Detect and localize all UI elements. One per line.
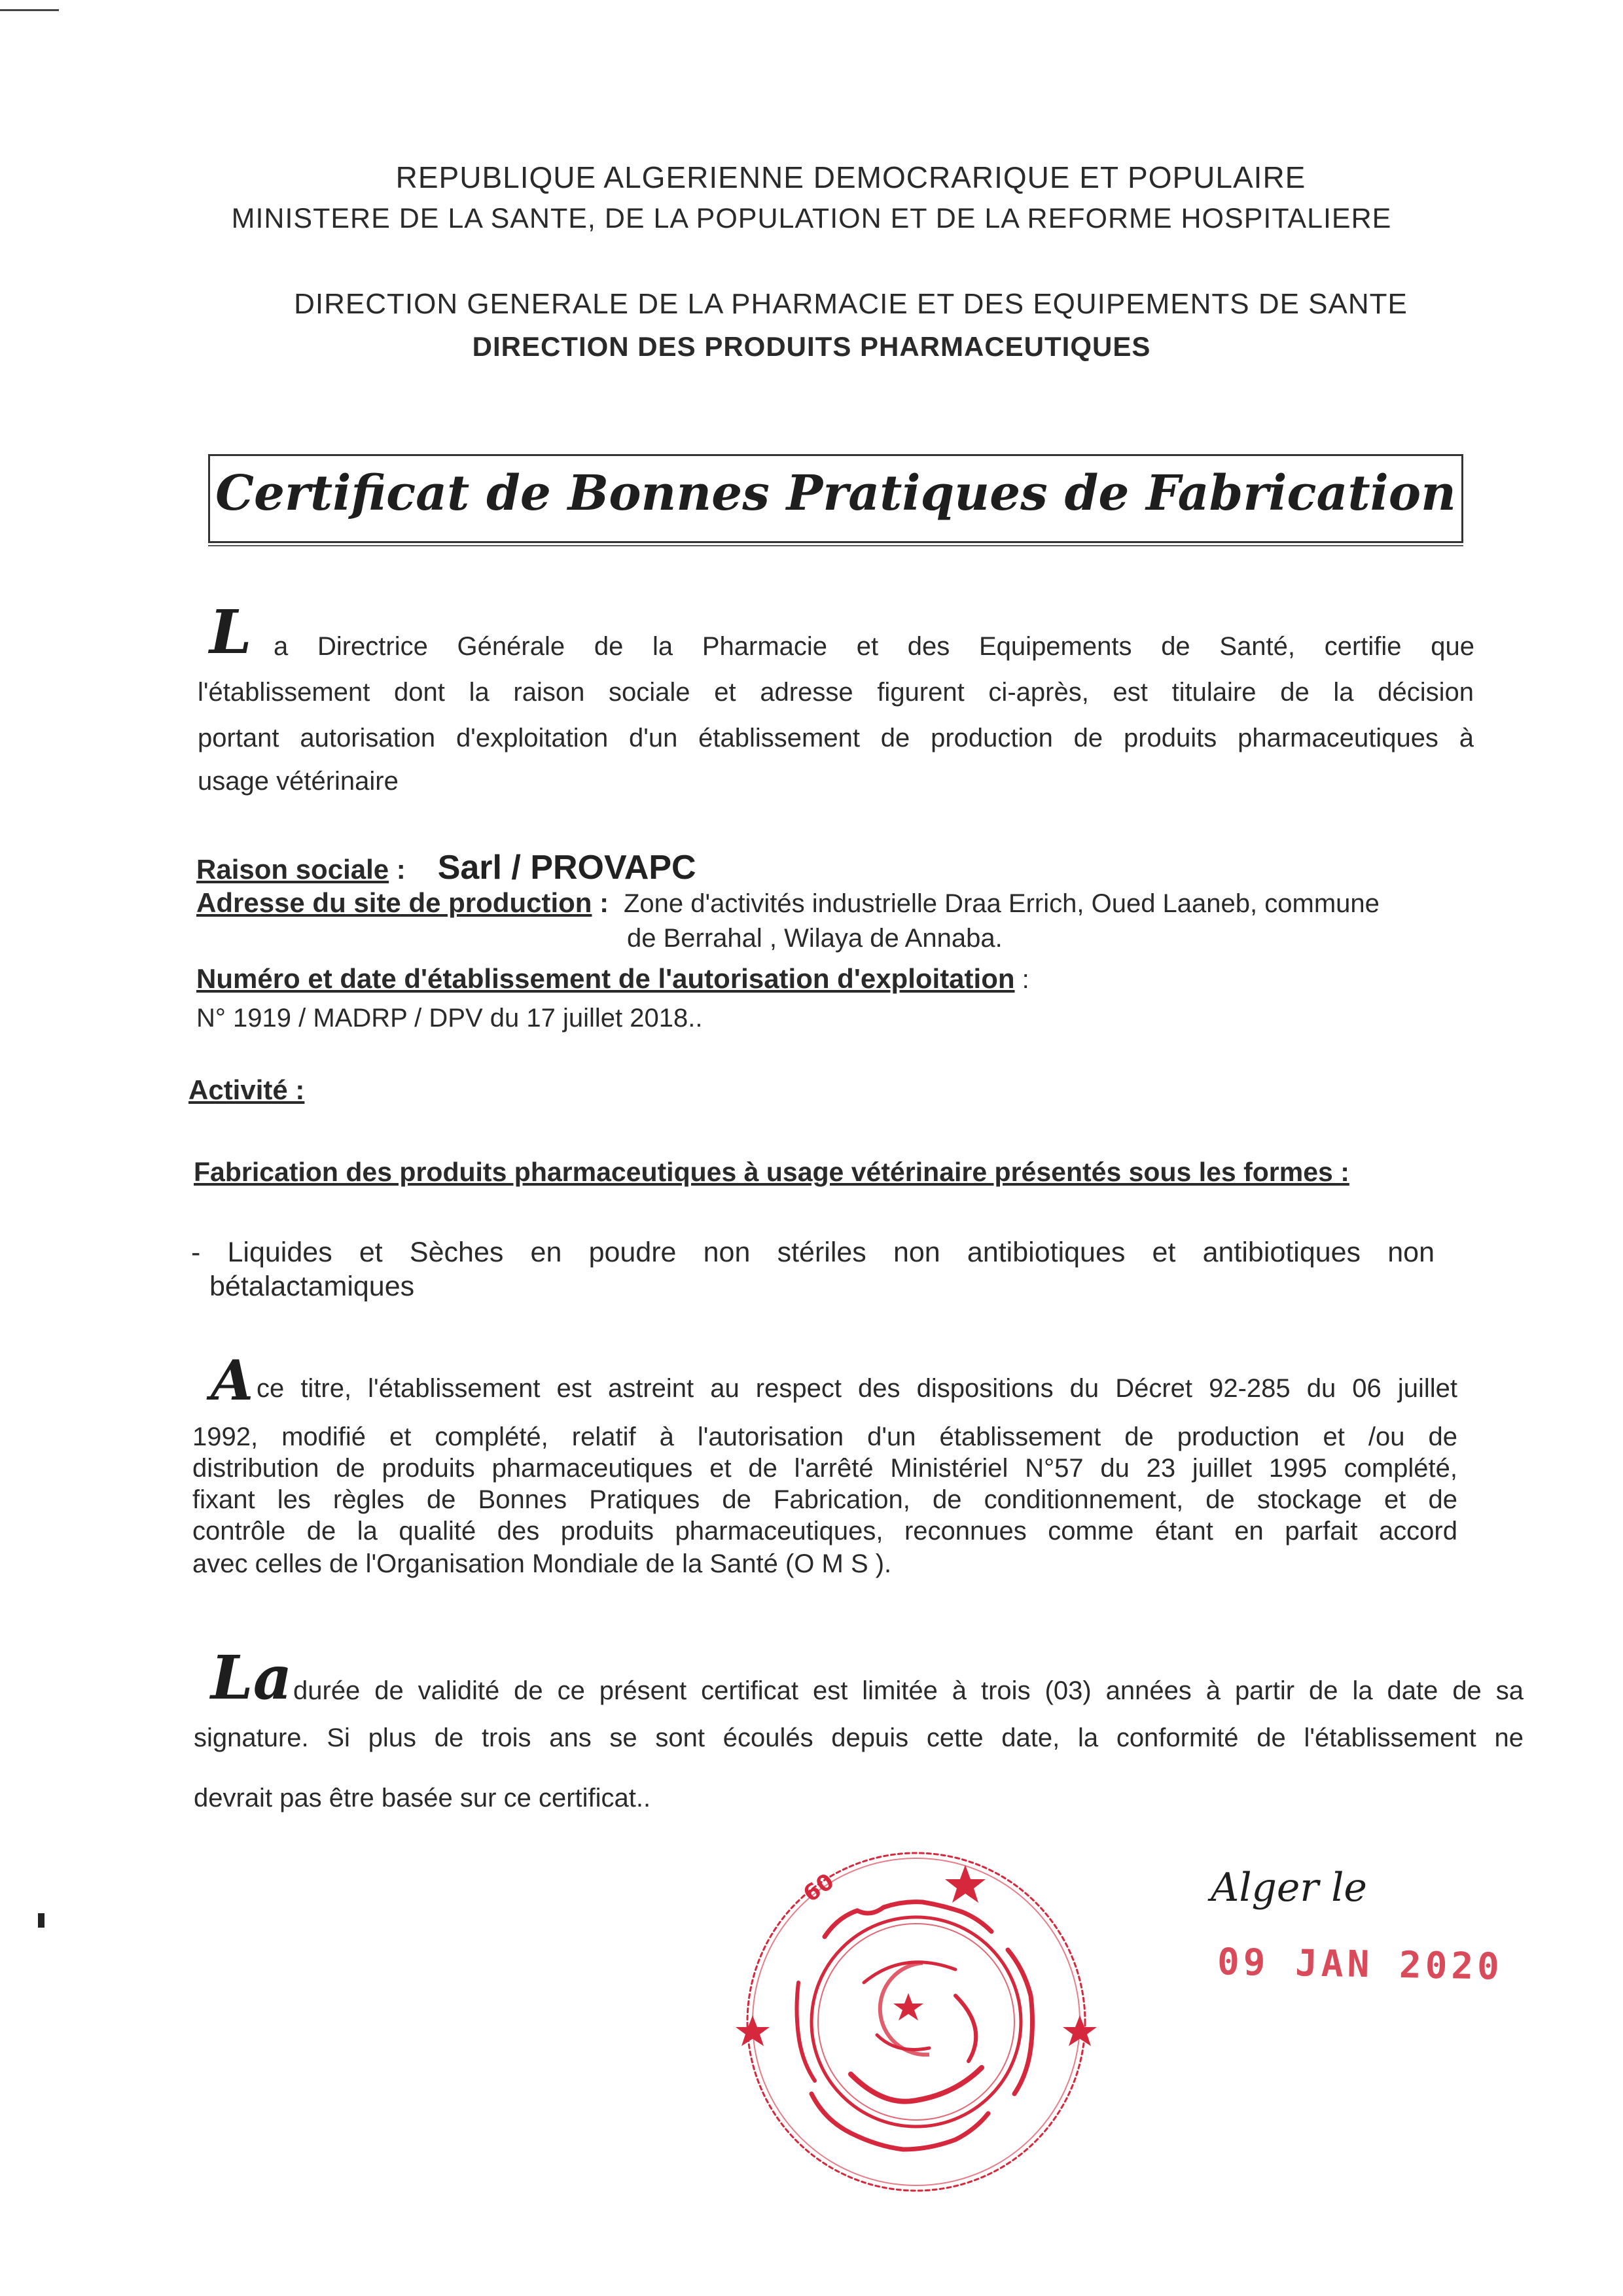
titre-dropcap: A [211,1348,254,1413]
intro-line-3: portant autorisation d'exploitation d'un établissement de production de produits pharmaceutiques à [198,724,1474,752]
forme-line-2: bétalactamiques [209,1271,415,1302]
adresse-line-2: de Berrahal , Wilaya de Annaba. [627,924,1003,953]
header-direction-generale: DIRECTION GENERALE DE LA PHARMACIE ET DES EQUIPEMENTS DE SANTE [294,288,1408,320]
titre-line-5: contrôle de la qualité des produits pharmaceutiques, reconnues comme étant en parfait accord [192,1517,1457,1545]
titre-line-3: distribution de produits pharmaceutiques et de l'arrêté Ministériel N°57 du 23 juillet 1995 complété, [192,1454,1457,1483]
title-box [208,454,1463,543]
intro-dropcap: L [209,597,252,667]
seal-number: 60 [798,1868,839,1908]
activite-label: Activité : [188,1074,305,1105]
margin-mark [38,1913,45,1928]
numero-row [196,963,1029,995]
titre-line-4: fixant les règles de Bonnes Pratiques de Fabrication, de conditionnement, de stockage et de [192,1485,1457,1514]
header-republique: REPUBLIQUE ALGERIENNE DEMOCRARIQUE ET POPULAIRE [395,160,1306,194]
titre-line-1: ce titre, l'établissement est astreint au respect des dispositions du Décret 92-285 du 06 juillet [257,1374,1457,1403]
raison-sociale-row [196,848,696,887]
adresse-label: Adresse du site de production [196,887,592,918]
raison-sociale-label: Raison sociale [196,854,389,885]
titre-line-6: avec celles de l'Organisation Mondiale de la Santé (O M S ). [192,1549,892,1578]
adresse-colon: : [592,887,609,918]
numero-colon: : [1014,965,1029,994]
fabrication-line: Fabrication des produits pharmaceutiques à usage vétérinaire présentés sous les formes : [194,1157,1349,1187]
header-ministere: MINISTERE DE LA SANTE, DE LA POPULATION ET DE LA REFORME HOSPITALIERE [231,203,1392,234]
validite-line-1: durée de validité de ce présent certificat est limitée à trois (03) années à partir de la date de sa [293,1676,1524,1705]
signature-place: Alger le [1211,1865,1367,1911]
title-box-underline [208,545,1463,546]
intro-line-1: a Directrice Générale de la Pharmacie et des Equipements de Santé, certifie que [274,632,1474,661]
intro-line-2: l'établissement dont la raison sociale et adresse figurent ci-après, est titulaire de la décision [198,678,1474,707]
header-direction-produits: DIRECTION DES PRODUITS PHARMACEUTIQUES [472,331,1151,362]
certificate-title: Certificat de Bonnes Pratiques de Fabrication [215,465,1456,521]
validite-dropcap: La [211,1642,293,1713]
numero-value: N° 1919 / MADRP / DPV du 17 juillet 2018.. [196,1004,703,1033]
adresse-line-1: Zone d'activités industrielle Draa Errich, Oued Laaneb, commune [624,889,1380,918]
numero-label: Numéro et date d'établissement de l'autorisation d'exploitation [196,963,1015,994]
validite-line-3: devrait pas être basée sur ce certificat.. [194,1784,651,1812]
adresse-row [196,887,1380,919]
raison-sociale-colon: : [389,854,406,885]
official-seal-stamp [733,1839,1099,2205]
validite-line-2: signature. Si plus de trois ans se sont écoulés depuis cette date, la conformité de l'établissement ne [194,1723,1524,1752]
raison-sociale-value: Sarl / PROVAPC [437,849,696,887]
top-edge-line [0,9,59,11]
intro-line-4: usage vétérinaire [198,767,399,796]
forme-line-1: - Liquides et Sèches en poudre non stériles non antibiotiques et antibiotiques non [191,1237,1435,1268]
date-stamp: 09 JAN 2020 [1217,1941,1504,1988]
titre-line-2: 1992, modifié et complété, relatif à l'autorisation d'un établissement de production et /ou de [192,1422,1457,1451]
